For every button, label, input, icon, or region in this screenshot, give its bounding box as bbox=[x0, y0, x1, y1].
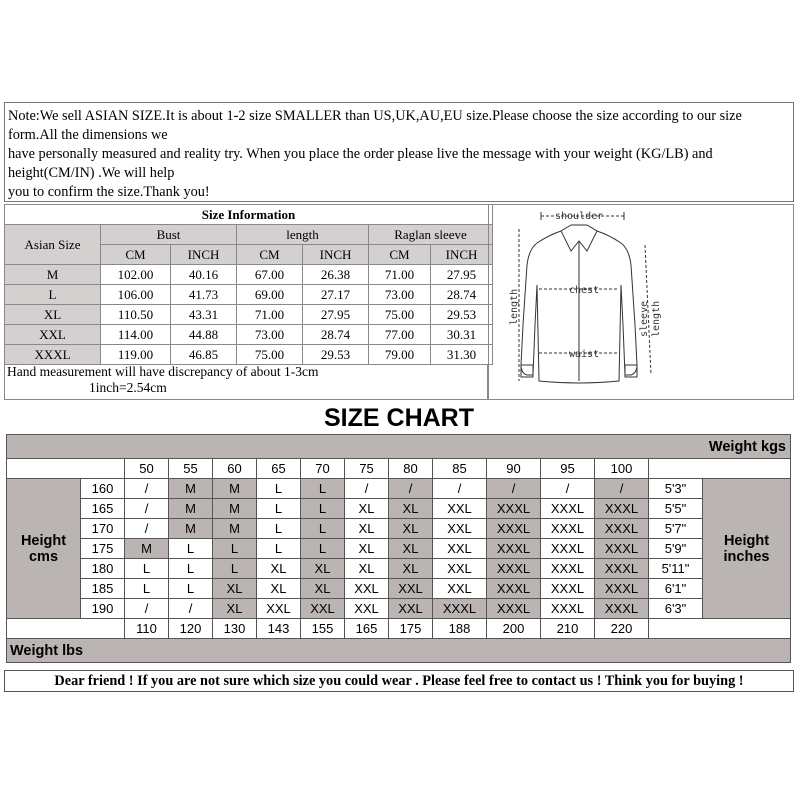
size-cell: XXXL bbox=[595, 599, 649, 619]
size-cell: L bbox=[301, 539, 345, 559]
sleeve-label: sleeve bbox=[639, 300, 650, 337]
size-cell: M bbox=[213, 499, 257, 519]
kg-value: 80 bbox=[389, 459, 433, 479]
size-cell: XXXL bbox=[487, 559, 541, 579]
lb-value: 165 bbox=[345, 619, 389, 639]
size-cell: XXXL bbox=[541, 519, 595, 539]
size-info-cell: 31.30 bbox=[431, 345, 493, 365]
height-cms-label bbox=[7, 479, 81, 619]
size-cell: XXXL bbox=[433, 599, 487, 619]
size-cell: L bbox=[257, 479, 301, 499]
size-cell: XXXL bbox=[541, 559, 595, 579]
size-info-cell: 75.00 bbox=[369, 305, 431, 325]
size-cell: XXXL bbox=[595, 539, 649, 559]
size-info-cell: 73.00 bbox=[237, 325, 303, 345]
discrepancy-note: Hand measurement will have discrepancy of about 1-3cm bbox=[7, 364, 319, 379]
lb-value: 175 bbox=[389, 619, 433, 639]
size-info-cell: 46.85 bbox=[171, 345, 237, 365]
unit-header: INCH bbox=[431, 245, 493, 265]
size-chart-row bbox=[7, 579, 791, 599]
kg-value: 100 bbox=[595, 459, 649, 479]
size-info-cell: 44.88 bbox=[171, 325, 237, 345]
size-info-cell: 26.38 bbox=[303, 265, 369, 285]
size-cell: XXL bbox=[433, 499, 487, 519]
height-cm-value: 170 bbox=[81, 519, 125, 539]
lb-value: 120 bbox=[169, 619, 213, 639]
size-cell: / bbox=[345, 479, 389, 499]
size-info-cell: 69.00 bbox=[237, 285, 303, 305]
size-info-row bbox=[5, 325, 493, 345]
size-info-cell: 41.73 bbox=[171, 285, 237, 305]
size-info-cell: 27.95 bbox=[303, 305, 369, 325]
size-info-cell: 29.53 bbox=[431, 305, 493, 325]
size-chart-row bbox=[7, 539, 791, 559]
size-info-cell: 102.00 bbox=[101, 265, 171, 285]
size-cell: L bbox=[169, 559, 213, 579]
height-cms-line: cms bbox=[28, 548, 59, 565]
height-inch-value: 6'1" bbox=[649, 579, 703, 599]
length-header: length bbox=[237, 225, 369, 245]
height-cm-value: 180 bbox=[81, 559, 125, 579]
size-label: XXXL bbox=[5, 345, 101, 365]
size-cell: / bbox=[541, 479, 595, 499]
size-cell: XXXL bbox=[595, 519, 649, 539]
size-chart-row bbox=[7, 479, 791, 499]
size-info-cell: 71.00 bbox=[369, 265, 431, 285]
weight-lbs-label: Weight lbs bbox=[7, 639, 791, 663]
size-info-cell: 28.74 bbox=[303, 325, 369, 345]
lb-value: 200 bbox=[487, 619, 541, 639]
size-cell: XXXL bbox=[541, 539, 595, 559]
size-cell: XL bbox=[389, 559, 433, 579]
size-info-cell: 75.00 bbox=[237, 345, 303, 365]
length-label: length bbox=[509, 288, 520, 325]
kgs-values-row bbox=[7, 459, 791, 479]
size-cell: / bbox=[125, 599, 169, 619]
kg-value: 85 bbox=[433, 459, 487, 479]
blank-cell bbox=[649, 459, 791, 479]
measurement-note bbox=[4, 364, 488, 400]
shirt-illustration bbox=[489, 205, 793, 399]
height-cm-value: 175 bbox=[81, 539, 125, 559]
size-cell: / bbox=[389, 479, 433, 499]
size-cell: XXXL bbox=[487, 499, 541, 519]
lb-value: 188 bbox=[433, 619, 487, 639]
size-information-table bbox=[4, 204, 493, 365]
size-cell: XXL bbox=[433, 579, 487, 599]
size-label: M bbox=[5, 265, 101, 285]
size-info-cell: 43.31 bbox=[171, 305, 237, 325]
size-cell: / bbox=[595, 479, 649, 499]
size-info-cell: 119.00 bbox=[101, 345, 171, 365]
size-cell: L bbox=[301, 479, 345, 499]
note-line: have personally measured and reality try. When you place the order please live the message with your weight (KG/LB) and bbox=[8, 146, 713, 162]
size-cell: XXL bbox=[301, 599, 345, 619]
size-info-cell: 114.00 bbox=[101, 325, 171, 345]
unit-header: CM bbox=[369, 245, 431, 265]
blank-cell bbox=[7, 619, 125, 639]
weight-kgs-row bbox=[7, 435, 791, 459]
height-inch-value: 5'5" bbox=[649, 499, 703, 519]
size-info-cell: 79.00 bbox=[369, 345, 431, 365]
size-chart-row bbox=[7, 559, 791, 579]
size-cell: XL bbox=[389, 539, 433, 559]
size-cell: M bbox=[125, 539, 169, 559]
size-label: L bbox=[5, 285, 101, 305]
size-cell: XL bbox=[345, 559, 389, 579]
height-inches-label bbox=[703, 479, 791, 619]
size-cell: M bbox=[169, 499, 213, 519]
lb-value: 220 bbox=[595, 619, 649, 639]
size-info-cell: 30.31 bbox=[431, 325, 493, 345]
size-cell: L bbox=[257, 519, 301, 539]
unit-header: CM bbox=[101, 245, 171, 265]
size-label: XL bbox=[5, 305, 101, 325]
size-cell: XXL bbox=[433, 519, 487, 539]
shirt-measurement-diagram bbox=[488, 204, 794, 400]
size-chart-row bbox=[7, 519, 791, 539]
size-cell: XL bbox=[345, 499, 389, 519]
kg-value: 60 bbox=[213, 459, 257, 479]
chest-label: chest bbox=[569, 285, 600, 296]
footer-message: Dear friend ! If you are not sure which size you could wear . Please feel free to contact us ! Think you for buying ! bbox=[4, 670, 794, 692]
weight-lbs-row bbox=[7, 639, 791, 663]
size-cell: XXXL bbox=[487, 519, 541, 539]
size-cell: XL bbox=[345, 519, 389, 539]
blank-cell bbox=[649, 619, 791, 639]
note-line: you to confirm the size.Thank you! bbox=[8, 184, 210, 200]
height-inch-value: 5'7" bbox=[649, 519, 703, 539]
size-cell: M bbox=[169, 479, 213, 499]
height-inches-line: inches bbox=[723, 548, 770, 565]
blank-cell bbox=[7, 459, 125, 479]
height-inch-value: 5'3" bbox=[649, 479, 703, 499]
size-info-cell: 71.00 bbox=[237, 305, 303, 325]
size-cell: XL bbox=[389, 519, 433, 539]
waist-label: waist bbox=[569, 349, 600, 360]
height-cm-value: 160 bbox=[81, 479, 125, 499]
size-cell: XXXL bbox=[487, 579, 541, 599]
size-cell: L bbox=[301, 499, 345, 519]
size-cell: L bbox=[301, 519, 345, 539]
size-cell: XXL bbox=[433, 539, 487, 559]
height-inch-value: 5'9" bbox=[649, 539, 703, 559]
size-cell: XXL bbox=[257, 599, 301, 619]
size-cell: L bbox=[213, 539, 257, 559]
size-cell: XL bbox=[213, 579, 257, 599]
size-cell: XL bbox=[301, 559, 345, 579]
size-cell: / bbox=[125, 499, 169, 519]
size-info-cell: 73.00 bbox=[369, 285, 431, 305]
lb-value: 143 bbox=[257, 619, 301, 639]
size-cell: XL bbox=[301, 579, 345, 599]
size-cell: XL bbox=[257, 559, 301, 579]
size-info-row bbox=[5, 285, 493, 305]
size-cell: L bbox=[125, 579, 169, 599]
size-info-cell: 110.50 bbox=[101, 305, 171, 325]
size-cell: XXXL bbox=[541, 579, 595, 599]
note-line: form.All the dimensions we bbox=[8, 127, 168, 143]
size-cell: / bbox=[125, 519, 169, 539]
size-note bbox=[4, 102, 794, 202]
size-cell: XXL bbox=[389, 579, 433, 599]
kg-value: 70 bbox=[301, 459, 345, 479]
size-info-cell: 27.17 bbox=[303, 285, 369, 305]
kg-value: 55 bbox=[169, 459, 213, 479]
unit-header: CM bbox=[237, 245, 303, 265]
size-cell: XL bbox=[389, 499, 433, 519]
size-cell: M bbox=[213, 519, 257, 539]
size-cell: XXXL bbox=[595, 499, 649, 519]
size-cell: XL bbox=[345, 539, 389, 559]
height-inch-value: 6'3" bbox=[649, 599, 703, 619]
size-info-title: Size Information bbox=[5, 205, 493, 225]
size-cell: XL bbox=[257, 579, 301, 599]
size-cell: / bbox=[125, 479, 169, 499]
size-info-cell: 67.00 bbox=[237, 265, 303, 285]
height-cm-value: 165 bbox=[81, 499, 125, 519]
size-cell: M bbox=[169, 519, 213, 539]
size-info-cell: 77.00 bbox=[369, 325, 431, 345]
unit-header: INCH bbox=[303, 245, 369, 265]
lb-value: 155 bbox=[301, 619, 345, 639]
note-line: height(CM/IN) .We will help bbox=[8, 165, 175, 181]
size-cell: M bbox=[213, 479, 257, 499]
size-cell: / bbox=[169, 599, 213, 619]
inch-conversion-note: 1inch=2.54cm bbox=[89, 380, 167, 395]
size-cell: / bbox=[487, 479, 541, 499]
size-chart-table bbox=[6, 434, 791, 663]
size-info-cell: 40.16 bbox=[171, 265, 237, 285]
size-info-cell: 106.00 bbox=[101, 285, 171, 305]
size-cell: XXXL bbox=[541, 499, 595, 519]
size-info-cell: 29.53 bbox=[303, 345, 369, 365]
size-info-row bbox=[5, 345, 493, 365]
weight-kgs-label: Weight kgs bbox=[7, 435, 791, 459]
size-chart-row bbox=[7, 499, 791, 519]
raglan-sleeve-header: Raglan sleeve bbox=[369, 225, 493, 245]
size-chart-row bbox=[7, 599, 791, 619]
height-cm-value: 190 bbox=[81, 599, 125, 619]
lbs-values-row bbox=[7, 619, 791, 639]
size-label: XXL bbox=[5, 325, 101, 345]
size-cell: XXXL bbox=[541, 599, 595, 619]
height-inch-value: 5'11" bbox=[649, 559, 703, 579]
size-cell: L bbox=[169, 539, 213, 559]
unit-header: INCH bbox=[171, 245, 237, 265]
size-cell: XXXL bbox=[595, 559, 649, 579]
kg-value: 90 bbox=[487, 459, 541, 479]
height-inches-line: Height bbox=[723, 532, 770, 549]
size-chart-title: SIZE CHART bbox=[324, 404, 474, 432]
size-cell: L bbox=[257, 539, 301, 559]
bust-header: Bust bbox=[101, 225, 237, 245]
size-cell: XXXL bbox=[487, 599, 541, 619]
size-cell: XXL bbox=[345, 579, 389, 599]
kg-value: 95 bbox=[541, 459, 595, 479]
size-cell: XXL bbox=[345, 599, 389, 619]
size-cell: L bbox=[257, 499, 301, 519]
asian-size-header: Asian Size bbox=[5, 225, 101, 265]
size-info-cell: 28.74 bbox=[431, 285, 493, 305]
size-cell: XXL bbox=[433, 559, 487, 579]
size-cell: XL bbox=[213, 599, 257, 619]
lb-value: 210 bbox=[541, 619, 595, 639]
size-info-cell: 27.95 bbox=[431, 265, 493, 285]
lb-value: 130 bbox=[213, 619, 257, 639]
height-cm-value: 185 bbox=[81, 579, 125, 599]
size-cell: XXXL bbox=[595, 579, 649, 599]
size-info-row bbox=[5, 265, 493, 285]
kg-value: 75 bbox=[345, 459, 389, 479]
sleeve-length-label: length bbox=[651, 300, 662, 337]
kg-value: 50 bbox=[125, 459, 169, 479]
note-line: Note:We sell ASIAN SIZE.It is about 1-2 size SMALLER than US,UK,AU,EU size.Please choose the size according to our size bbox=[8, 108, 742, 124]
lb-value: 110 bbox=[125, 619, 169, 639]
shoulder-label: shoulder bbox=[555, 211, 604, 222]
size-cell: L bbox=[125, 559, 169, 579]
size-cell: XXXL bbox=[487, 539, 541, 559]
size-info-row bbox=[5, 305, 493, 325]
size-cell: L bbox=[169, 579, 213, 599]
size-cell: L bbox=[213, 559, 257, 579]
kg-value: 65 bbox=[257, 459, 301, 479]
size-cell: XXL bbox=[389, 599, 433, 619]
height-cms-line: Height bbox=[20, 532, 67, 549]
size-cell: / bbox=[433, 479, 487, 499]
